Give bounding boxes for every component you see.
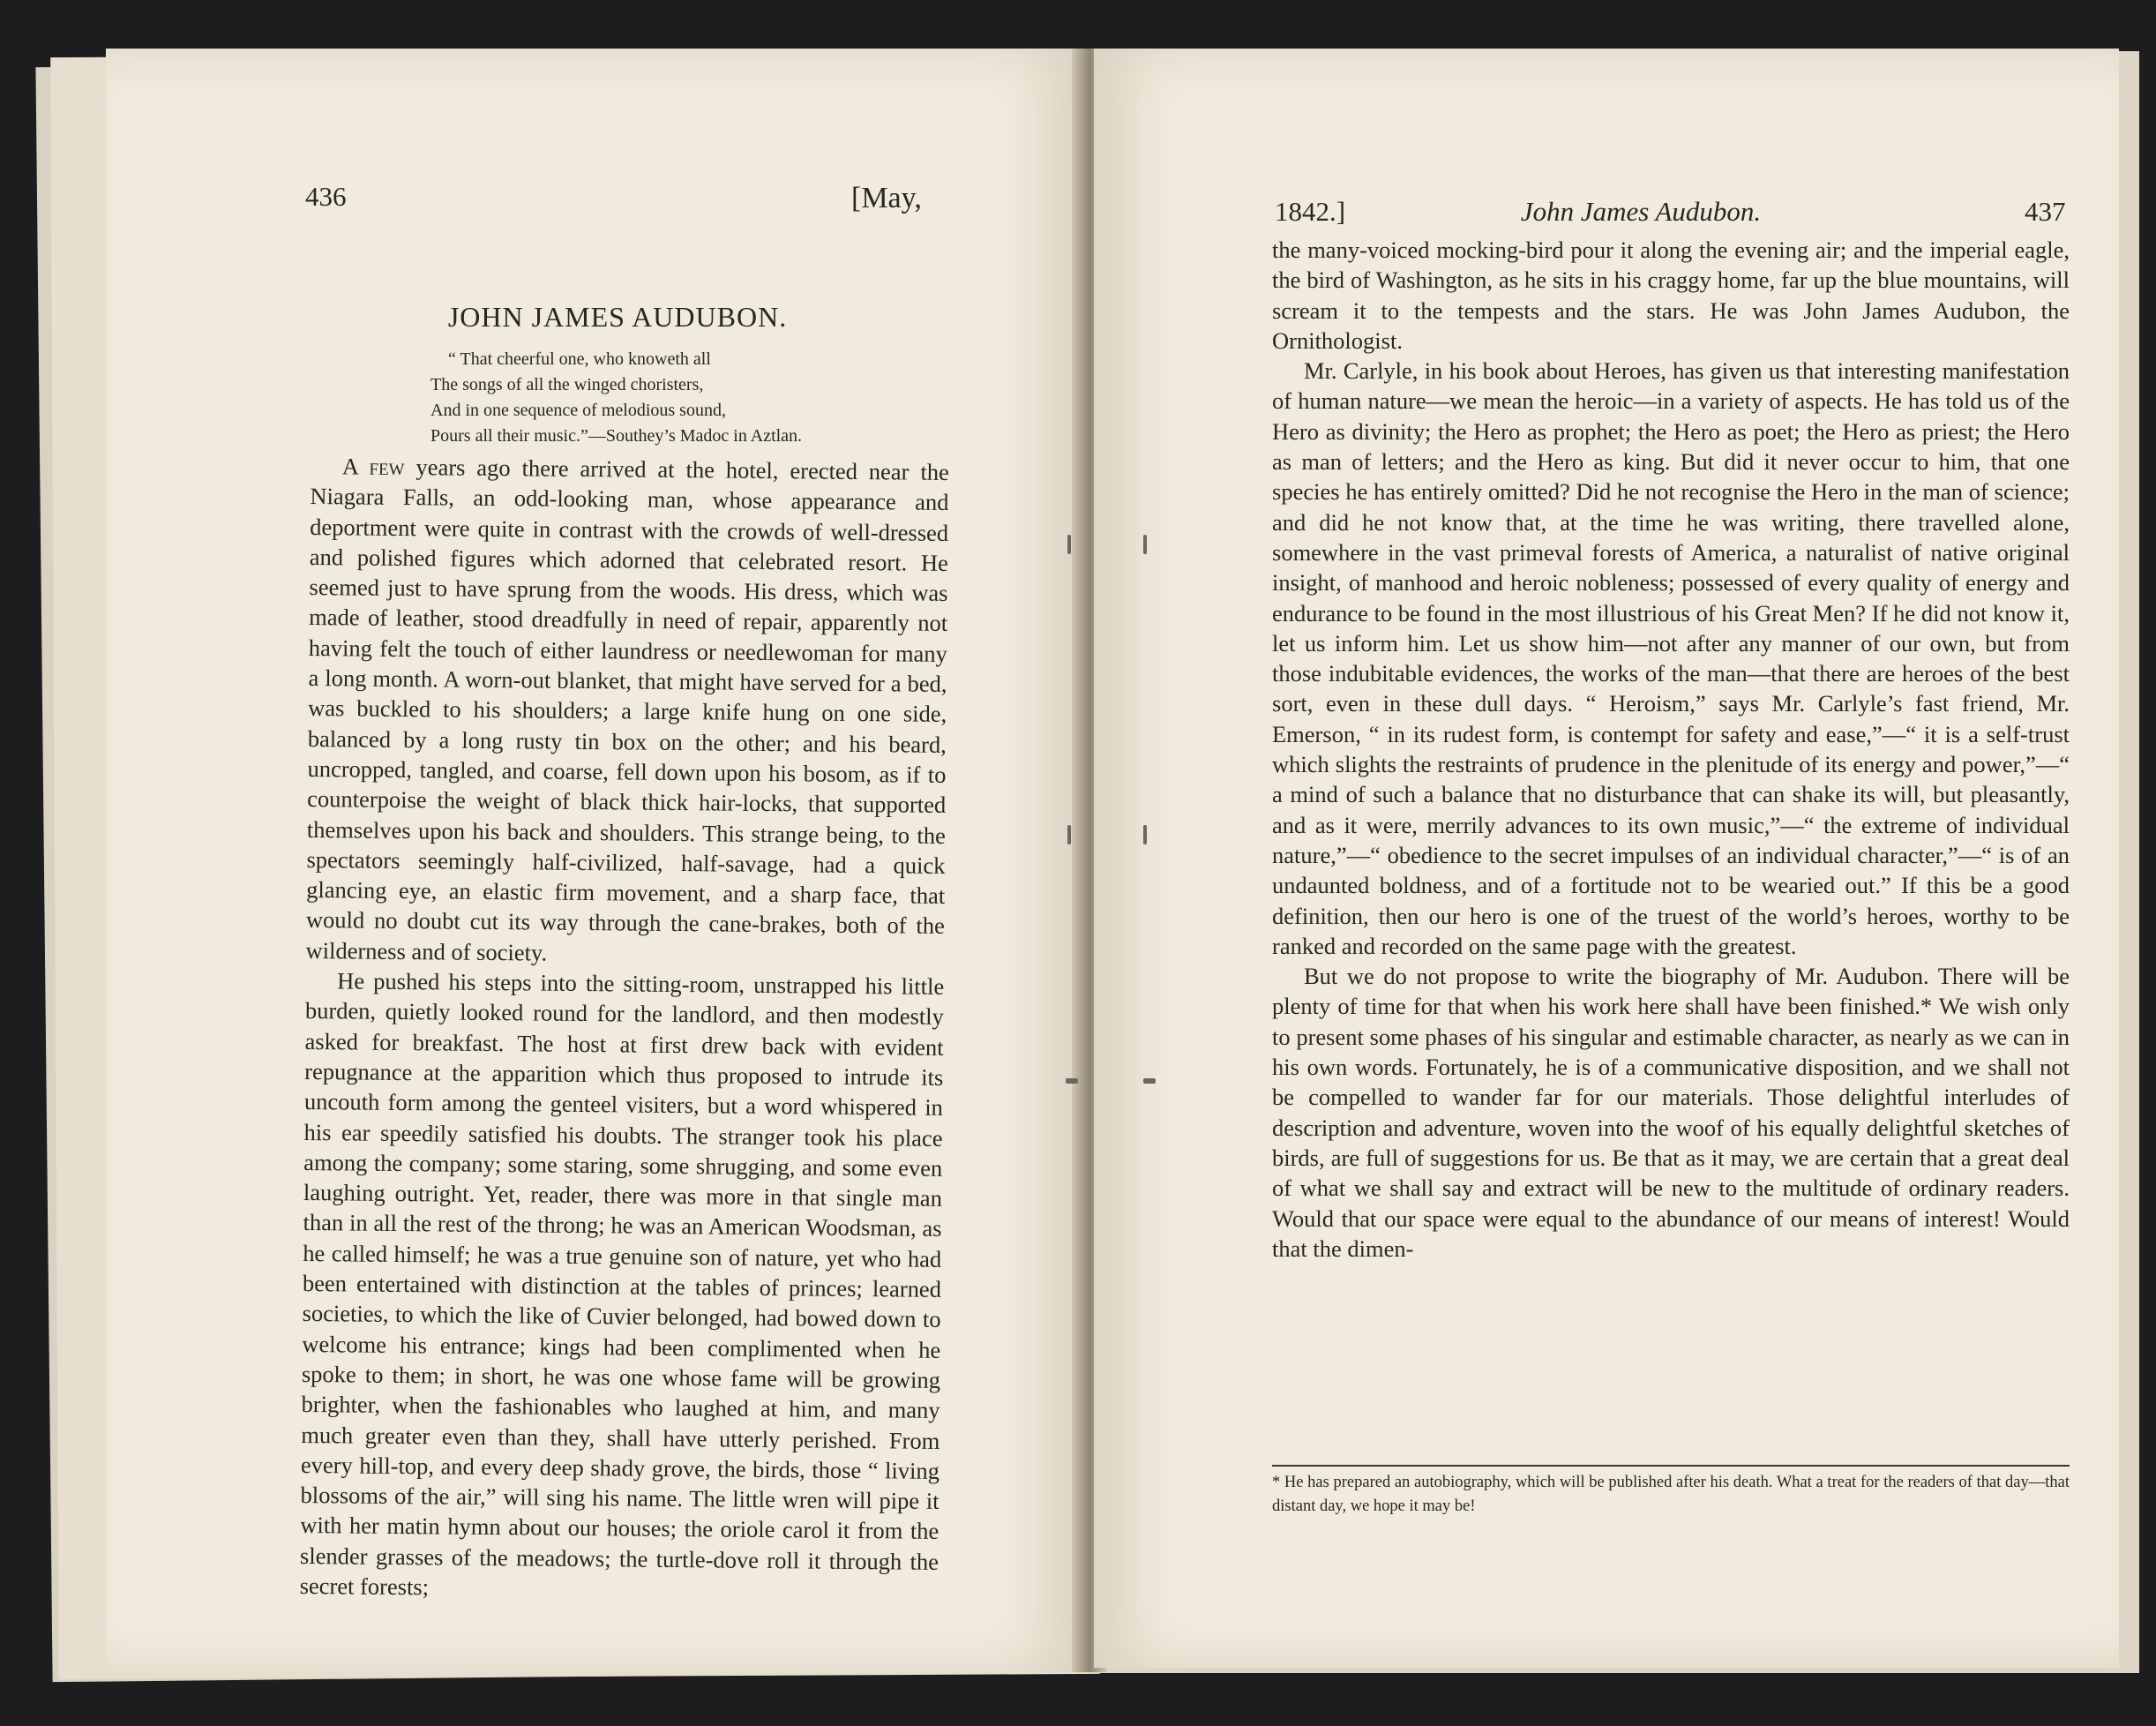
paragraph: He pushed his steps into the sitting-room, unstrapped his little burden, quietly looked round for the landlord, and then modestly asked for breakfast. The host at first drew back with evident repugnance at the apparition which thus proposed to intrude its uncouth form among the genteel visiters, but a word whispered in his ear speedily satisfied his doubts. The stranger took his place among the company; some staring, some shrugging, and some even laughing outright. Yet, reader, there was more in that single man than in all the rest of the throng; he was an American Woodsman, as he called himself; he was a true genuine son of nature, yet who had been entertained with distinction at the tables of princes; learned societies, to which the like of Cuvier belonged, had bowed down to welcome his entrance; kings had been complimented when he spoke to them; in short, he was one whose fame will be growing brighter, when the fashionables who laughed at him, and many much greater even than they, shall have utterly perished. From every hill-top, and every deep shady grove, the birds, those “ living blossoms of the air,” will sing his name. The little wren will pipe it with her matin hymn about our houses; the oriole carol it from the slender grasses of the meadows; the turtle-dove roll it through the secret forests; [299,967,945,1601]
left-body-text [299,451,948,1607]
stitch-mark [1143,1078,1156,1084]
stitch-mark [1066,1078,1078,1084]
paragraph: But we do not propose to write the biography of Mr. Audubon. There will be plenty of time for that when his work here shall have been finished.* We wish only to present some phases of his singular and estimable character, as nearly as we can in his own words. Fortunately, he is of a communicative disposition, and we shall not be compelled to wander far for our materials. Those delightful interludes of description and adventure, woven into the woof of his equally delightful sketches of birds, are full of suggestions for us. Be that as it may, we are certain that a great deal of what we shall say and extract will be new to the multitude of ordinary readers. Would that our space were equal to the abundance of our means of interest! Would that the dimen- [1272,963,2070,1262]
footnote-rule [1272,1465,2070,1467]
running-head-year: 1842.] [1275,196,1346,227]
stitch-mark [1067,535,1071,554]
stitch-mark [1143,825,1147,844]
left-page [106,49,1081,1672]
epigraph [430,347,802,449]
running-head-title: John James Audubon. [1520,196,1762,227]
running-head-date: [May, [851,182,922,214]
stitch-mark [1143,535,1147,554]
article-title: JOHN JAMES AUDUBON. [447,301,788,333]
page-number: 437 [2025,196,2066,227]
epigraph-line: The songs of all the winged choristers, [430,375,704,394]
paragraph-text: years ago there arrived at the hotel, erected near the Niagara Falls, an odd-looking man, whose appearance and deportment were quite in contrast with the crowds of well-dressed and polished figures which adorned that celebrated resort. He seemed just to have sprung from the woods. His dress, which was made of leather, stood dreadfully in need of repair, apparently not having felt the touch of either laundress or needlewoman for many a long month. A worn-out blanket, that might have served for a bed, was buckled to his shoulders; a large knife hung on one side, balanced by a long rusty tin box on the other; and his beard, uncropped, tangled, and coarse, fell down upon his bosom, as if to counterpoise the weight of black thick hair-locks, that supported themselves upon his back and shoulders. This strange being, to the spectators seemingly half-civilized, half-savage, had a quick glancing eye, an elastic firm movement, and a sharp face, that would no doubt cut its way through the cane-brakes, both of the wilderness and of society. [305,454,949,966]
drop-lead: A few [341,453,405,481]
epigraph-line: “ That cheerful one, who knoweth all [448,349,711,369]
epigraph-line: And in one sequence of melodious sound, [430,401,726,420]
page-number: 436 [305,181,347,212]
epigraph-line: Pours all their music.”—Southey’s Madoc in Aztlan. [430,426,803,446]
stitch-mark [1067,825,1071,844]
paragraph: the many-voiced mocking-bird pour it along the evening air; and the imperial eagle, the bird of Washington, as he sits in his craggy home, far up the blue mountains, will scream it to the tempests and the stars. He was John James Audubon, the Ornithologist. [1272,236,2070,354]
paragraph: Mr. Carlyle, in his book about Heroes, has given us that interesting manifestation of human nature—we mean the heroic—in a variety of aspects. He has told us of the Hero as divinity; the Hero as prophet; the Hero as poet; the Hero as priest; the Hero as man of letters; and the Hero as king. But did it never occur to him, that one species he has entirely omitted? Did he not recognise the Hero in the man of science; and did he not know that, at the time he was writing, there travelled alone, somewhere in the vast primeval forests of America, a naturalist of native original insight, of manhood and heroic nobleness; possessed of every quality of energy and endurance to be found in the most illustrious of his Great Men? If he did not know it, let us inform him. Let us show him—not after any manner of our own, but from those indubitable evidences, the works of the man—that there are heroes of the best sort, even in these dull days. “ Heroism,” says Mr. Carlyle’s fast friend, Mr. Emerson, “ in its rudest form, is contempt for safety and ease,”—“ it is a self-trust which slights the restraints of prudence in the plenitude of its energy and power,”—“ a mind of such a balance that no disturbance that can shake its will, but pleasantly, and as it were, merrily advances to its own music,”—“ the extreme of individual nature,”—“ obedience to the secret impulses of an individual character,”—“ is of an undaunted boldness, and of a fortitude not to be wearied out.” If this be a good definition, then our hero is one of the truest of the world’s heroes, worthy to be ranked and recorded on the same page with the greatest. [1272,357,2070,959]
paragraph [305,451,949,972]
footnote: * He has prepared an autobiography, which will be published after his death. What a treat for the readers of that day—that distant day, we hope it may be! [1272,1474,2070,1515]
right-page [1094,49,2119,1668]
right-body-text [1272,235,2070,1264]
